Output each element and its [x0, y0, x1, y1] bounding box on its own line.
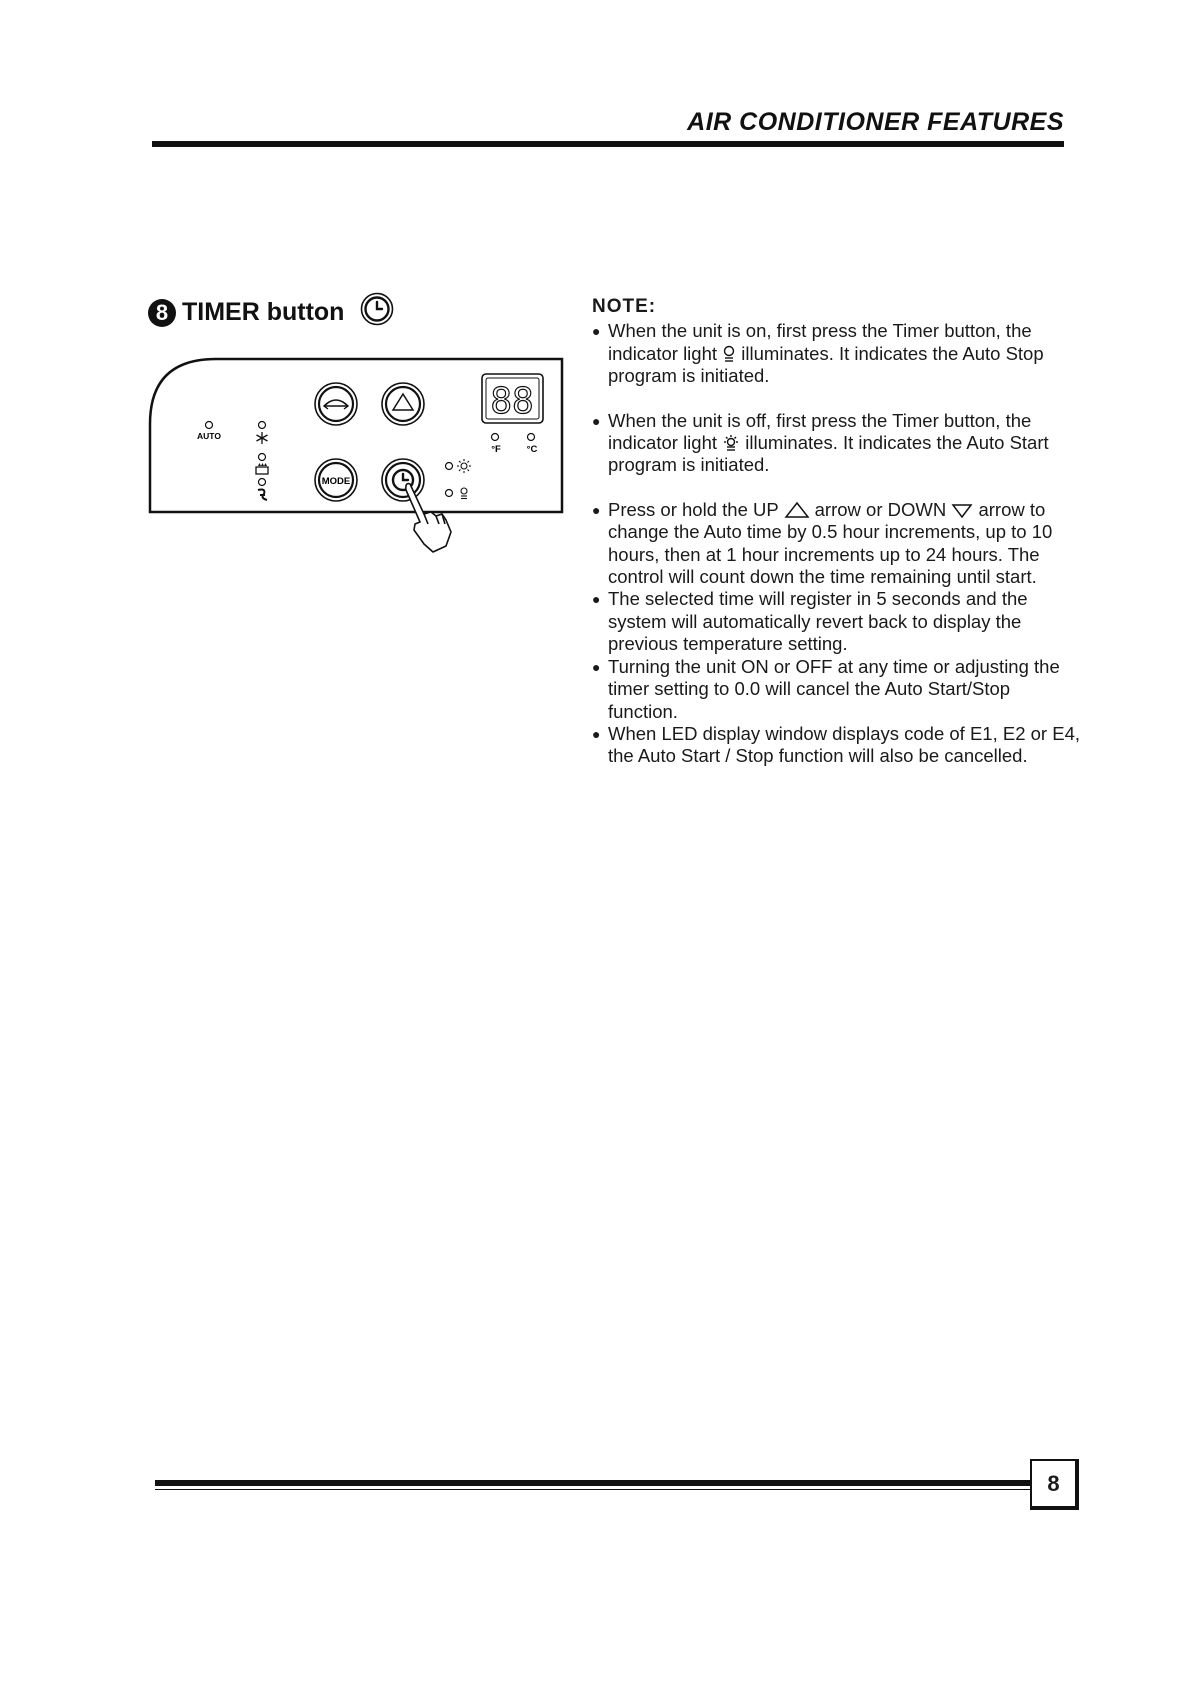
- list-item: ● When the unit is on, first press the Timer button, the indicator light illuminates. It indicates the Auto Stop program is initiated.: [592, 320, 1044, 387]
- header-rule: [152, 141, 1064, 147]
- led-digits: 88: [490, 381, 534, 422]
- note-bullet-2-text-b: illuminates. It indicates the Auto Start program is initiated.: [608, 432, 1049, 476]
- timer-clock-icon: [360, 292, 394, 333]
- note-section: [592, 296, 1082, 768]
- list-item: ● The selected time will register in 5 seconds and the system will automatically revert back to display the previous temperature setting.: [592, 588, 1082, 655]
- celsius-label: °C: [526, 444, 538, 455]
- list-item: ● When LED display window displays code of E1, E2 or E4, the Auto Start / Stop function will also be cancelled.: [592, 722, 1080, 767]
- note-bullet-1-text-b: illuminates. It indicates the Auto Stop program is initiated.: [608, 342, 1044, 387]
- note-bullet-4-text: The selected time will register in 5 seconds and the system will automatically revert back to display the previous temperature setting.: [608, 588, 1028, 655]
- control-panel-illustration: [148, 354, 568, 564]
- footer-rule-thin: [155, 1489, 1035, 1490]
- note-bullet-3-text-b: arrow or DOWN: [814, 498, 947, 520]
- page-number: 8: [1030, 1459, 1079, 1510]
- fahrenheit-label: °F: [491, 444, 501, 455]
- led-display: [482, 374, 543, 423]
- page-header-title: AIR CONDITIONER FEATURES: [687, 108, 1064, 136]
- note-bullet-3-text-c: arrow to change the Auto time by 0.5 hour increments, up to 10 hours, then at 1 hour increments up to 24 hours. The control will count down the time remaining until start.: [608, 498, 1053, 588]
- bulb-indicator-icon: [722, 345, 736, 363]
- footer-rule: [155, 1480, 1035, 1486]
- auto-label: AUTO: [197, 431, 221, 441]
- swing-button[interactable]: [315, 383, 357, 425]
- note-bullet-2-text-a: When the unit is off, first press the Timer button, the indicator light: [608, 409, 1032, 454]
- section-title-text: TIMER button: [182, 298, 345, 326]
- down-triangle-icon: [951, 503, 973, 519]
- note-bullet-5-text: Turning the unit ON or OFF at any time or adjusting the timer setting to 0.0 will cancel the Auto Start/Stop function.: [608, 655, 1060, 722]
- note-bullet-1-text-a: When the unit is on, first press the Timer button, the indicator light: [608, 320, 1032, 364]
- mode-button-label: MODE: [321, 476, 351, 487]
- section-title: [148, 292, 394, 333]
- timer-button[interactable]: [382, 459, 424, 501]
- list-item: ● When the unit is off, first press the Timer button, the indicator light illuminates. It indicates the Auto Start program is initiated.: [592, 409, 1049, 476]
- section-number-badge: 8: [148, 299, 176, 327]
- note-heading: NOTE:: [592, 296, 657, 317]
- note-bullet-3-text-a: Press or hold the UP: [608, 498, 779, 520]
- up-triangle-icon: [784, 501, 810, 519]
- up-arrow-button[interactable]: [382, 383, 424, 425]
- mode-button[interactable]: [315, 459, 357, 501]
- list-item: ● Press or hold the UP arrow or DOWN arrow to change the Auto time by 0.5 hour increments, up to 10 hours, then at 1 hour increments up to 24 hours. The control will count down the time remaining until start.: [592, 498, 1053, 588]
- note-bullet-6-text: When LED display window displays code of E1, E2 or E4, the Auto Start / Stop function will also be cancelled.: [608, 722, 1080, 767]
- list-item: ● Turning the unit ON or OFF at any time or adjusting the timer setting to 0.0 will cancel the Auto Start/Stop function.: [592, 656, 1082, 723]
- sun-indicator-icon: [722, 434, 740, 452]
